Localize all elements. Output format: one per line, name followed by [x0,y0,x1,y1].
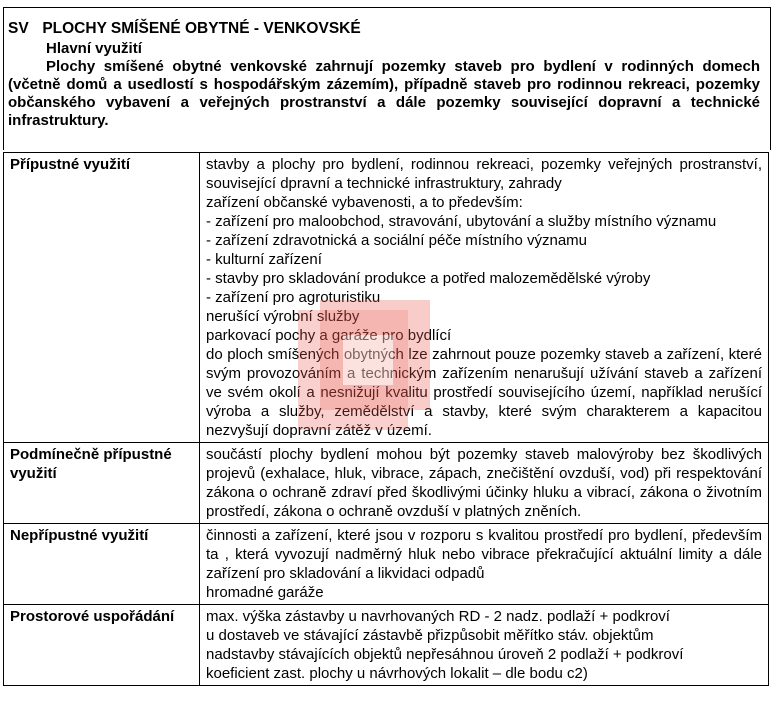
list-item: nerušící výrobní služby [206,308,360,325]
section-title [8,20,361,38]
list-item: koeficient zast. plochy u návrhových lokalit – dle bodu c2) [206,665,588,682]
list-item: - stavby pro skladování produkce a potřed malozemědělské výroby [206,270,651,287]
table-row [4,524,769,605]
table-row [4,605,769,686]
section-subtitle: Hlavní využití [46,40,142,57]
row-label-pripustne: Přípustné využití [4,153,200,443]
section-title-text: PLOCHY SMÍŠENÉ OBYTNÉ - VENKOVSKÉ [42,20,361,37]
list-item: činnosti a zařízení, které jsou v rozporu s kvalitou prostředí pro bydlení, především ta , která vyvozují nadměrný hluk nebo vibrace překračující aktuální limity a dále zařízení pro skladování a likvidaci odpadů [206,527,762,582]
table-row [4,153,769,443]
list-item: hromadné garáže [206,584,324,601]
list-item: do ploch smíšených obytných lze zahrnout pouze pozemky staveb a zařízení, které svým provozováním a technickým zařízením nenarušují užívání staveb a zařízení ve svém okolí a nesnižují kvalitu prostředí souvisejícího území, například nerušící výroba a služby, zemědělství a stavby, které svým charakterem a kapacitou nezvyšují dopravní zátěž v území. [206,346,762,439]
list-item: max. výška zástavby u navrhovaných RD - 2 nadz. podlaží + podkroví [206,608,670,625]
section-code: SV [8,20,29,37]
row-label-nepripustne: Nepřípustné využití [4,524,200,605]
list-item: nadstavby stávajících objektů nepřesáhnou úroveň 2 podlaží + podkroví [206,646,684,663]
list-item: zařízení občanské vybavenosti, a to především: [206,194,523,211]
list-item: - zařízení pro maloobchod, stravování, ubytování a služby místního významu [206,213,717,230]
list-item: - zařízení pro agroturistiku [206,289,381,306]
list-item: - zařízení zdravotnická a sociální péče místního významu [206,232,588,249]
row-content-podminecne: součástí plochy bydlení mohou být pozemky staveb malovýroby bez škodlivých projevů (exhalace, hluk, vibrace, zápach, znečištění ovzduší, vod) při respektování zákona o ochraně zdraví před škodlivými účinky hluku a vibrací, zákona o životním prostředí, zákona o ochraně ovzduší v platných zněních. [200,443,769,524]
section-intro: Plochy smíšené obytné venkovské zahrnují pozemky staveb pro bydlení v rodinných domech (včetně domů a usedlostí s hospodářským zázemím), případně staveb pro rodinnou rekreaci, pozemky občanského vybavení a veřejných prostranství a dále pozemky související dopravní a technické infrastruktury. [8,58,760,129]
row-content-pripustne [200,153,769,443]
row-label-podminecne: Podmínečně přípustné využití [4,443,200,524]
row-content-prostorove [200,605,769,686]
row-content-nepripustne [200,524,769,605]
table-row [4,443,769,524]
section-header [0,0,774,150]
list-item: parkovací pochy a garáže pro bydlící [206,327,452,344]
list-item: stavby a plochy pro bydlení, rodinnou rekreaci, pozemky veřejných prostranství, související dpravní a technické infrastruktury, zahrady [206,156,762,192]
list-item: - kulturní zařízení [206,251,322,268]
list-item: u dostaveb ve stávající zástavbě přizpůsobit měřítko stáv. objektům [206,627,654,644]
regulation-table [3,152,769,686]
row-label-prostorove: Prostorové uspořádání [4,605,200,686]
